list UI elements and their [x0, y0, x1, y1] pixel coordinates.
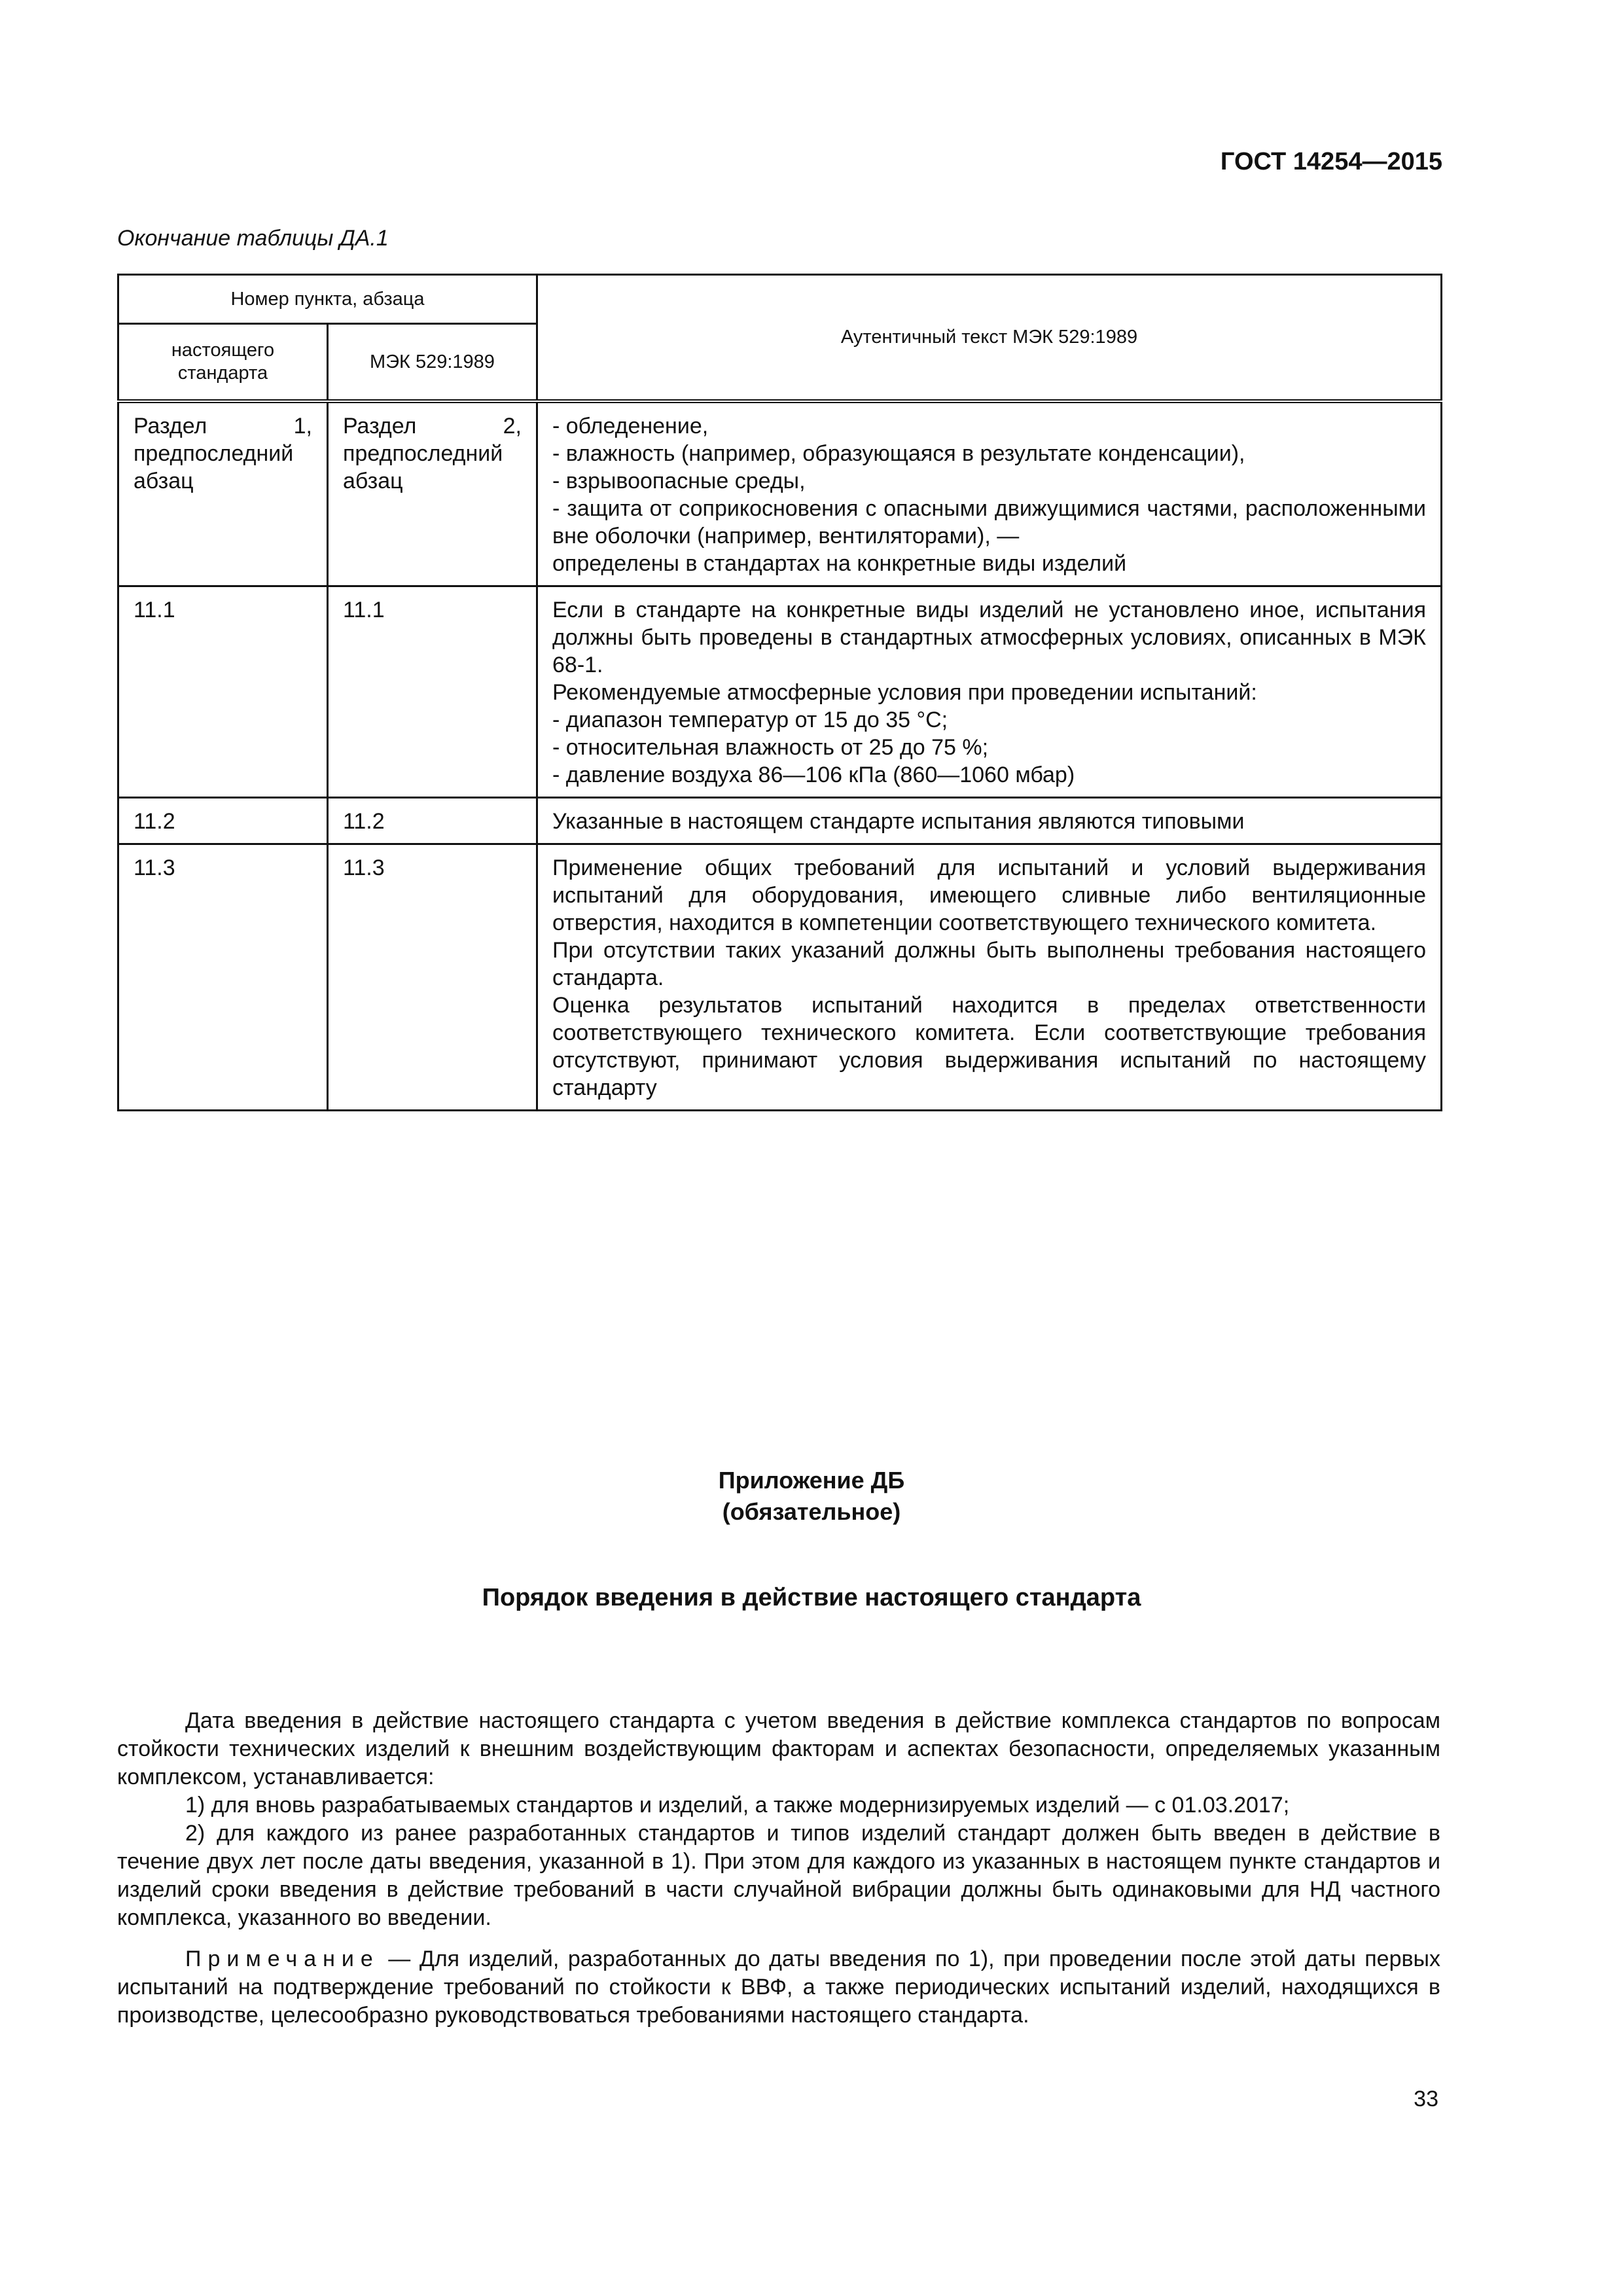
text-line: - влажность (например, образующаяся в результате конденсации), — [552, 441, 1245, 466]
text-line: - давление воздуха 86—106 кПа (860—1060 мбар) — [552, 762, 1075, 787]
note — [117, 1945, 1440, 2030]
table-row — [118, 798, 1442, 844]
row-clause-this: 11.2 — [118, 798, 328, 844]
row-clause-this: Раздел 1, предпоследний абзац — [118, 401, 328, 586]
note-label: Примечание — [185, 1946, 380, 1971]
section-title: Порядок введения в действие настоящего стандарта — [482, 1584, 1141, 1611]
text-line: Рекомендуемые атмосферные условия при проведении испытаний: — [552, 680, 1257, 705]
paragraph: Дата введения в действие настоящего стандарта с учетом введения в действие комплекса стандартов по вопросам стойкости технических изделий к внешним воздействующим факторам и аспектах безопасности, определяемых указанным комплексом, устанавливается: — [117, 1708, 1440, 1789]
paragraph: 2) для каждого из ранее разработанных стандартов и типов изделий стандарт должен быть введен в действие в течение двух лет после даты введения, указанной в 1). При этом для каждого из указанных в настоящем пункте стандартов и изделий сроки введения в действие требований в части случайной вибрации должны быть одинаковыми для НД частного комплекса, указанного во введении. — [117, 1821, 1440, 1930]
header-authentic-text: Аутентичный текст МЭК 529:1989 — [537, 275, 1442, 402]
annex-header — [0, 1465, 1623, 1528]
row-authentic-text — [537, 844, 1442, 1111]
text-line: - относительная влажность от 25 до 75 %; — [552, 735, 989, 760]
row-clause-this: 11.3 — [118, 844, 328, 1111]
row-authentic-text — [537, 586, 1442, 798]
row-clause-iec: 11.3 — [328, 844, 537, 1111]
row-authentic-text — [537, 798, 1442, 844]
header-iec-standard: МЭК 529:1989 — [328, 324, 537, 402]
text-line: - взрывоопасные среды, — [552, 469, 806, 493]
text-line: При отсутствии таких указаний должны быть выполнены требования настоящего стандарта. — [552, 938, 1426, 990]
text-line: определены в стандартах на конкретные виды изделий — [552, 551, 1127, 576]
standard-code: ГОСТ 14254—2015 — [1220, 148, 1442, 175]
text-line: Указанные в настоящем стандарте испытания являются типовыми — [552, 809, 1245, 834]
table-caption: Окончание таблицы ДА.1 — [117, 226, 389, 251]
row-clause-iec: Раздел 2, предпоследний абзац — [328, 401, 537, 586]
page-number: 33 — [1414, 2087, 1438, 2111]
annex-status: (обязательное) — [722, 1498, 901, 1525]
text-line: Оценка результатов испытаний находится в пределах ответственности соответствующего технического комитета. Если соответствующие требования отсутствуют, принимают условия выдерживания испытаний по настоящему стандарту — [552, 993, 1426, 1100]
table-row — [118, 401, 1442, 586]
row-clause-iec: 11.1 — [328, 586, 537, 798]
note-text: — Для изделий, разработанных до даты введения по 1), при проведении после этой даты первых испытаний на подтверждение требований по стойкости к ВВФ, а также периодических испытаний изделий, находящихся в производстве, целесообразно руководствоваться требованиями настоящего стандарта. — [117, 1946, 1440, 2028]
row-authentic-text — [537, 401, 1442, 586]
text-line: Если в стандарте на конкретные виды изделий не установлено иное, испытания должны быть проведены в стандартных атмосферных условиях, описанных в МЭК 68-1. — [552, 598, 1426, 677]
text-line: Применение общих требований для испытаний и условий выдерживания испытаний для оборудования, имеющего сливные либо вентиляционные отверстия, находится в компетенции соответствующего технического комитета. — [552, 855, 1426, 935]
row-clause-iec: 11.2 — [328, 798, 537, 844]
annex-body — [117, 1707, 1440, 2030]
annex-title: Приложение ДБ — [718, 1467, 905, 1494]
table-row — [118, 844, 1442, 1111]
text-line: - обледенение, — [552, 414, 709, 439]
text-line: - диапазон температур от 15 до 35 °С; — [552, 708, 948, 732]
row-clause-this: 11.1 — [118, 586, 328, 798]
table-row — [118, 586, 1442, 798]
header-this-standard: настоящего стандарта — [118, 324, 328, 402]
paragraph: 1) для вновь разрабатываемых стандартов и изделий, а также модернизируемых изделий — с 01.03.2017; — [185, 1793, 1290, 1818]
text-line: - защита от соприкосновения с опасными движущимися частями, расположенными вне оболочки (например, вентиляторами), — — [552, 496, 1426, 548]
correspondence-table — [117, 274, 1442, 1111]
header-paragraph-number: Номер пункта, абзаца — [118, 275, 537, 324]
